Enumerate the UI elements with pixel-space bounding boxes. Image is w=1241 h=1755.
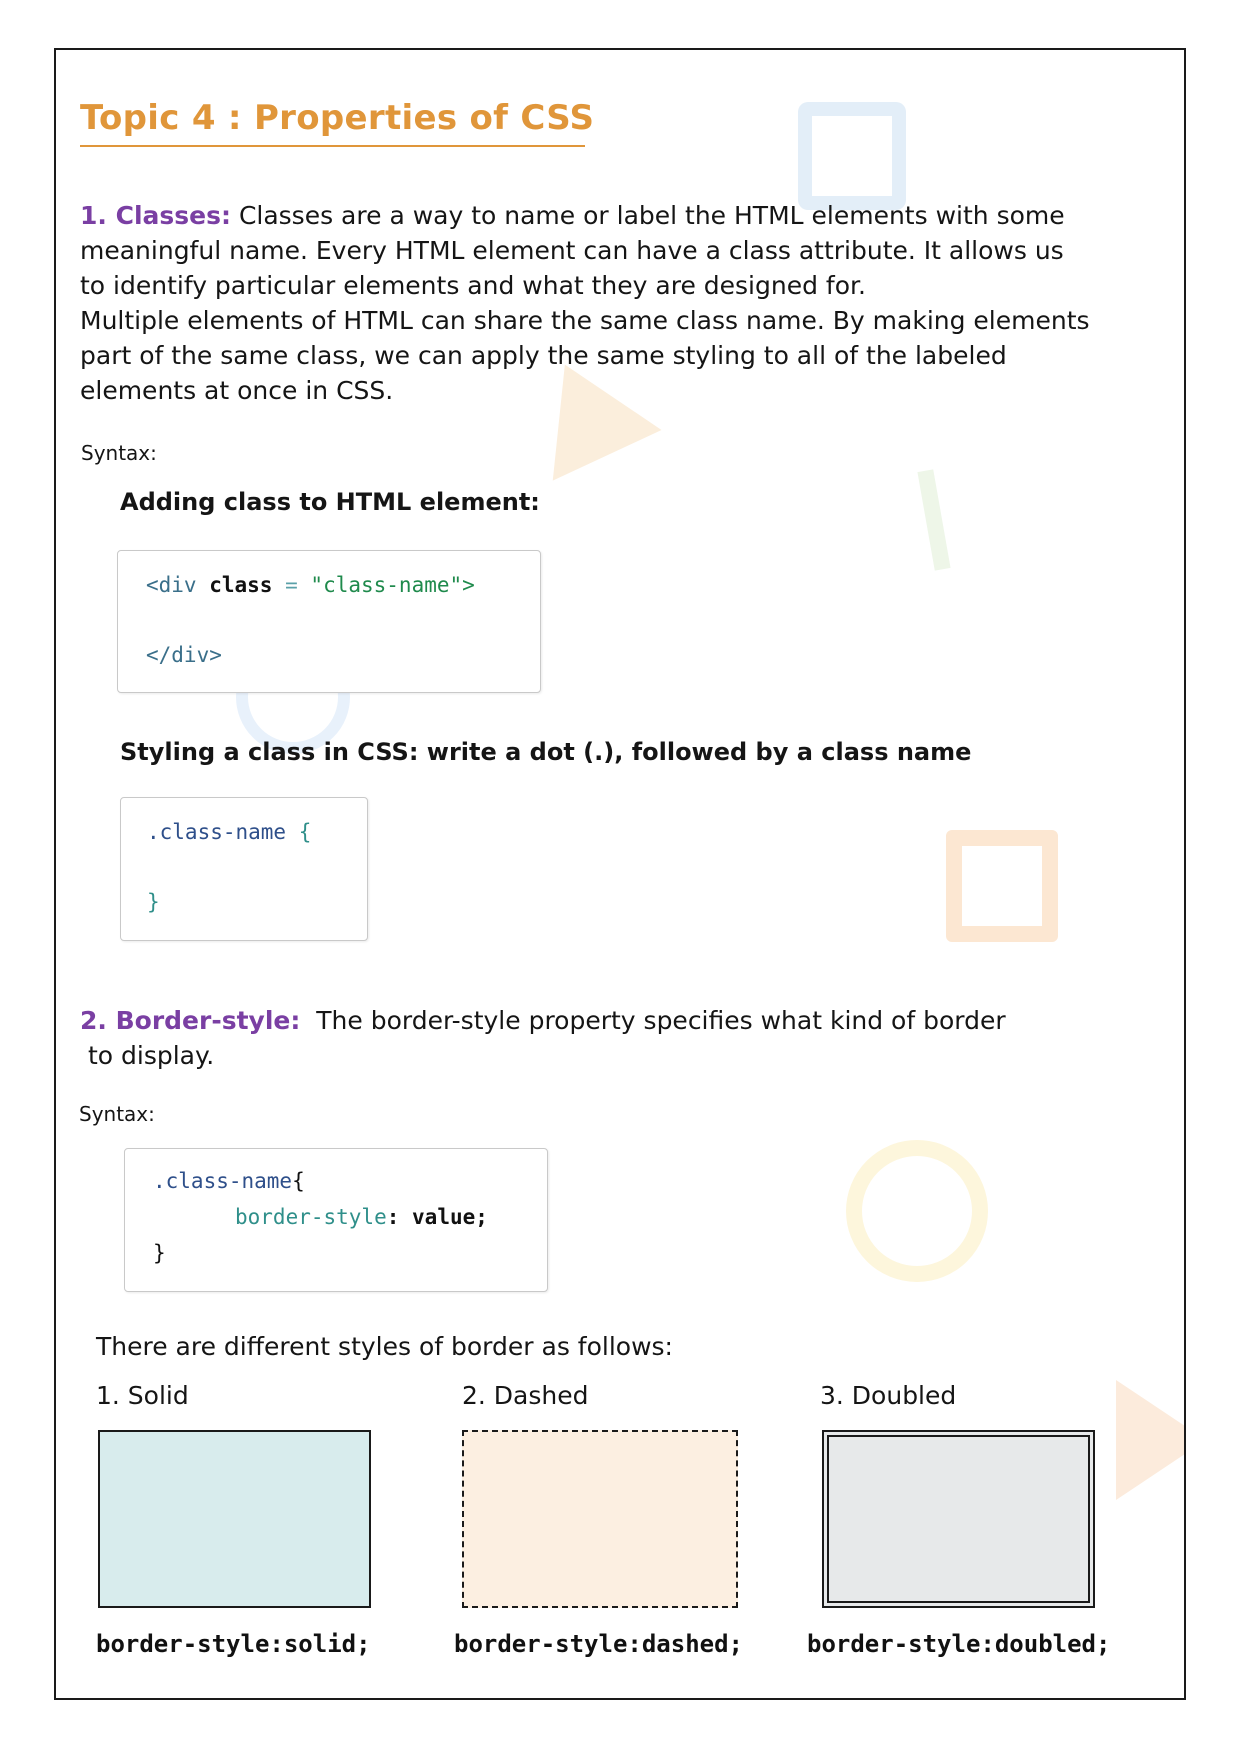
border-code-property-line: border-style: value; [235, 1205, 488, 1229]
css-code-block [120, 797, 368, 941]
border-style-syntax-label: Syntax: [79, 1102, 155, 1126]
style-label-dashed: 2. Dashed [462, 1381, 589, 1410]
doubled-border-code: border-style:doubled; [807, 1630, 1111, 1658]
solid-border-code: border-style:solid; [96, 1630, 371, 1658]
border-style-heading: 2. Border-style: [80, 1006, 301, 1035]
watermark-triangle-shape [1116, 1380, 1186, 1500]
dashed-border-example [462, 1430, 738, 1608]
watermark-square-shape [798, 102, 906, 210]
style-label-doubled: 3. Doubled [820, 1381, 957, 1410]
classes-text-line: Classes are a way to name or label the HTML elements with some [238, 201, 1065, 230]
classes-text-line: elements at once in CSS. [80, 376, 394, 405]
solid-border-example [98, 1430, 371, 1608]
dashed-border-code: border-style:dashed; [454, 1630, 743, 1658]
add-class-heading: Adding class to HTML element: [120, 488, 540, 516]
html-code-close-line: </div> [146, 643, 222, 667]
classes-text-line: part of the same class, we can apply the same styling to all of the labeled [80, 341, 1007, 370]
css-code-selector-line: .class-name { [147, 820, 312, 844]
classes-text-line: to identify particular elements and what they are designed for. [80, 271, 866, 300]
border-code-selector-line: .class-name{ [153, 1169, 305, 1193]
border-style-text-line: The border-style property specifies what kind of border [316, 1006, 1006, 1035]
border-style-paragraph [80, 1003, 1160, 1073]
watermark-bar-shape [917, 469, 950, 570]
classes-text-line: meaningful name. Every HTML element can have a class attribute. It allows us [80, 236, 1064, 265]
html-code-block [117, 550, 541, 693]
classes-heading: 1. Classes: [80, 201, 231, 230]
double-border-example [822, 1430, 1095, 1608]
classes-syntax-label: Syntax: [81, 441, 157, 465]
classes-paragraph [80, 198, 1160, 408]
html-code-open-line: <div class = "class-name"> [146, 573, 475, 597]
border-style-text-line: to display. [87, 1041, 215, 1070]
css-code-close-line: } [147, 890, 160, 914]
watermark-ring-shape [846, 1140, 988, 1282]
page-title: Topic 4 : Properties of CSS [80, 98, 595, 138]
border-code-close-line: } [153, 1241, 166, 1265]
watermark-square-shape [946, 830, 1058, 942]
style-label-solid: 1. Solid [96, 1381, 189, 1410]
style-class-heading: Styling a class in CSS: write a dot (.), followed by a class name [120, 738, 972, 766]
title-underline [80, 145, 585, 147]
border-styles-intro: There are different styles of border as follows: [96, 1332, 673, 1361]
classes-text-line: Multiple elements of HTML can share the same class name. By making elements [80, 306, 1090, 335]
border-style-code-block [124, 1148, 548, 1292]
